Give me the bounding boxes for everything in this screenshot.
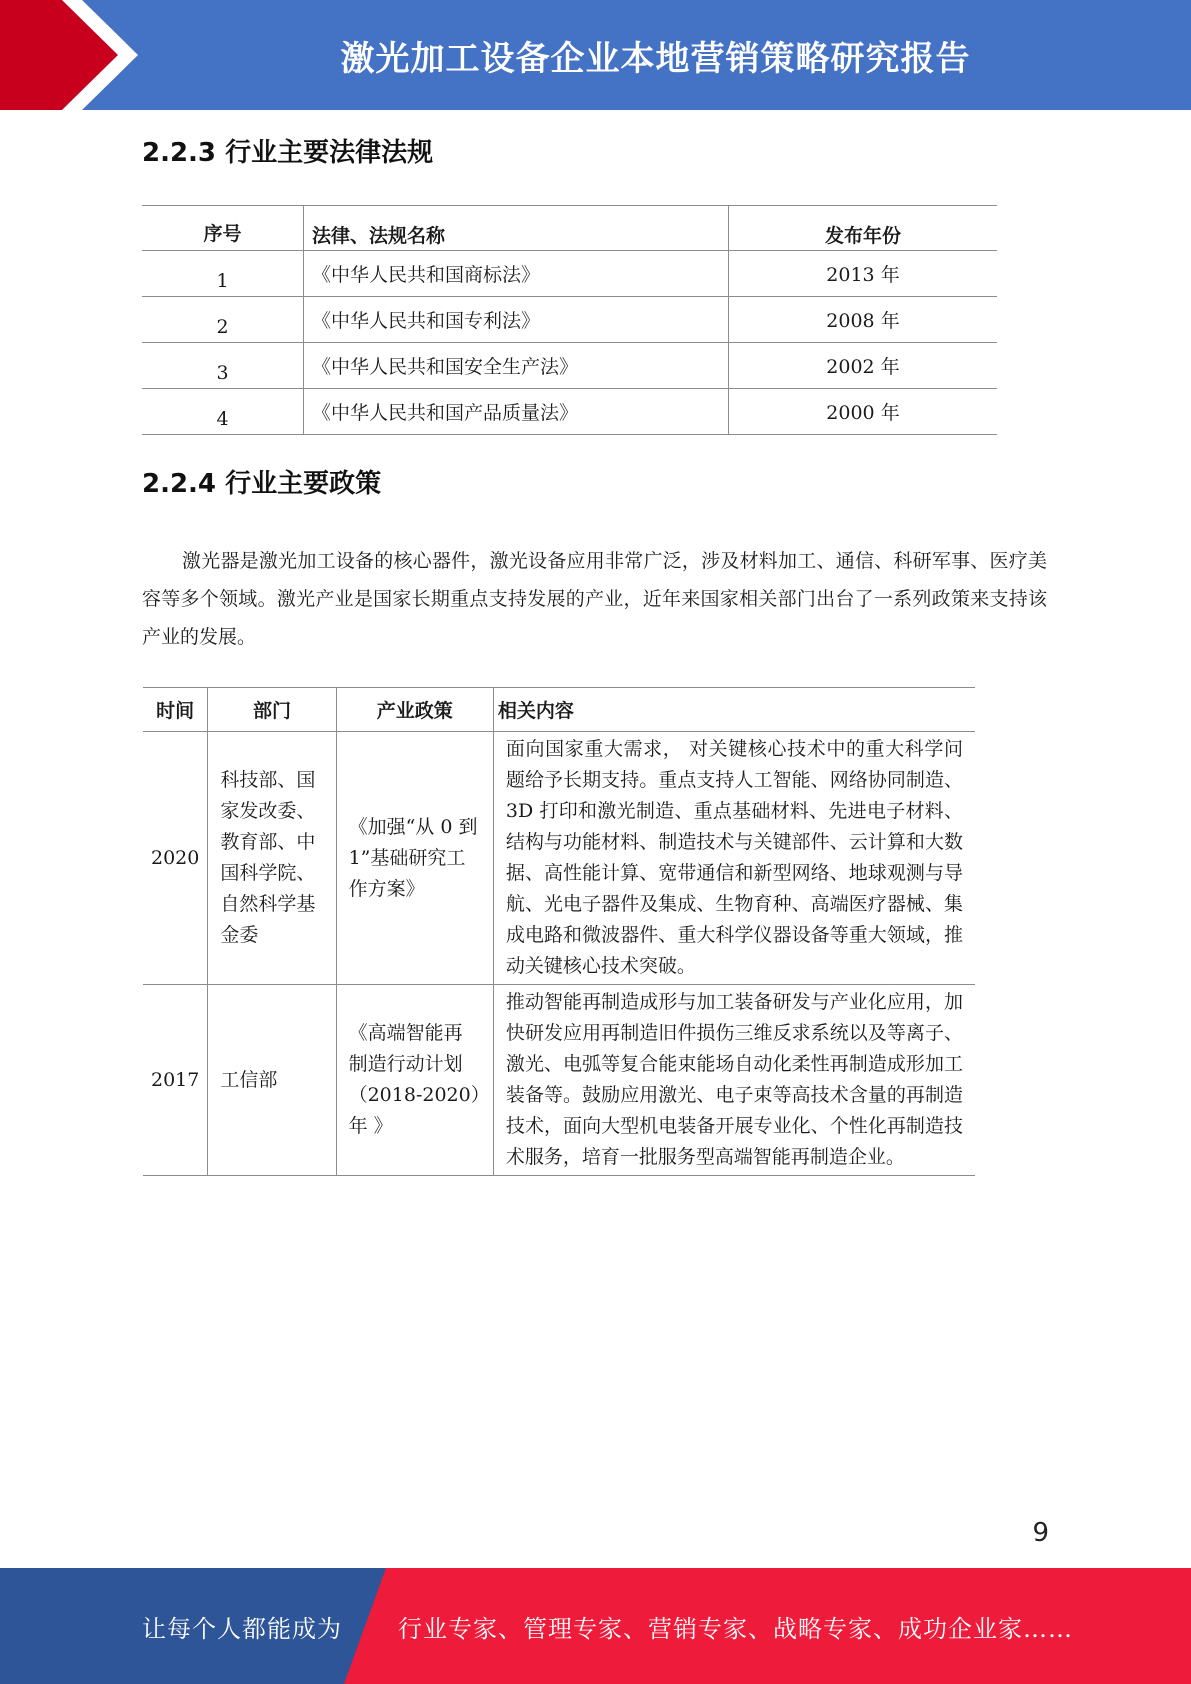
policy-department: 工信部 (208, 985, 336, 1176)
table-row (143, 732, 975, 985)
header-red-chevron-decoration (0, 0, 160, 110)
law-number: 2 (142, 297, 304, 343)
law-name: 《中华人民共和国安全生产法》 (304, 343, 729, 389)
law-number: 4 (142, 389, 304, 435)
laws-table-header-row (142, 206, 997, 251)
section-title-laws: 2.2.3 行业主要法律法规 (142, 138, 434, 168)
page-header (0, 0, 1191, 110)
law-number: 1 (142, 251, 304, 297)
laws-header-name: 法律、法规名称 (304, 206, 729, 251)
policy-content: 面向国家重大需求， 对关键核心技术中的重大科学问题给予长期支持。重点支持人工智能、网络协同制造、 3D 打印和激光制造、重点基础材料、先进电子材料、结构与功能材料、制造技术与关键部件、云计算和大数据、高性能计算、宽带通信和新型网络、地球观测与导航、光电子器件及集成、生物育种、高端医疗器械、集成电路和微波器件、重大科学仪器设备等重大领域，推动关键核心技术突破。 (493, 732, 975, 985)
law-name: 《中华人民共和国专利法》 (304, 297, 729, 343)
policy-content: 推动智能再制造成形与加工装备研发与产业化应用，加快研发应用再制造旧件损伤三维反求系统以及等离子、激光、电弧等复合能束能场自动化柔性再制造成形加工装备等。鼓励应用激光、电子束等高技术含量的再制造技术，面向大型机电装备开展专业化、个性化再制造技术服务，培育一批服务型高端智能再制造企业。 (493, 985, 975, 1176)
page-number: 9 (1032, 1518, 1049, 1548)
table-row (142, 251, 997, 297)
law-number: 3 (142, 343, 304, 389)
policy-name: 《加强“从 0 到 1”基础研究工作方案》 (336, 732, 493, 985)
table-row (142, 343, 997, 389)
policies-intro-paragraph: 激光器是激光加工设备的核心器件，激光设备应用非常广泛，涉及材料加工、通信、科研军事、医疗美容等多个领域。激光产业是国家长期重点支持发展的产业，近年来国家相关部门出台了一系列政策来支持该产业的发展。 (142, 550, 1047, 648)
policies-header-department: 部门 (208, 688, 336, 732)
table-row (142, 297, 997, 343)
laws-header-year: 发布年份 (729, 206, 998, 251)
policy-name: 《高端智能再制造行动计划（2018-2020）年 》 (336, 985, 493, 1176)
table-row (142, 389, 997, 435)
policies-header-time: 时间 (143, 688, 208, 732)
laws-table (142, 205, 997, 435)
page-footer (0, 1568, 1191, 1684)
table-row (143, 985, 975, 1176)
law-year: 2000 年 (729, 389, 998, 435)
policies-table-header-row (143, 688, 975, 732)
law-year: 2008 年 (729, 297, 998, 343)
footer-slogan-right: 行业专家、管理专家、营销专家、战略专家、成功企业家…… (398, 1614, 1073, 1643)
report-title: 激光加工设备企业本地营销策略研究报告 (340, 38, 971, 79)
law-name: 《中华人民共和国产品质量法》 (304, 389, 729, 435)
policy-department: 科技部、国家发改委、教育部、中国科学院、自然科学基金委 (208, 732, 336, 985)
policies-header-content: 相关内容 (493, 688, 975, 732)
policy-year: 2017 (143, 985, 208, 1176)
law-year: 2002 年 (729, 343, 998, 389)
policy-year: 2020 (143, 732, 208, 985)
policies-table (143, 687, 975, 1176)
laws-header-number: 序号 (142, 206, 304, 251)
law-year: 2013 年 (729, 251, 998, 297)
footer-slogan-left: 让每个人都能成为 (142, 1614, 342, 1643)
section-title-policies: 2.2.4 行业主要政策 (142, 469, 382, 499)
law-name: 《中华人民共和国商标法》 (304, 251, 729, 297)
policies-header-policy: 产业政策 (336, 688, 493, 732)
